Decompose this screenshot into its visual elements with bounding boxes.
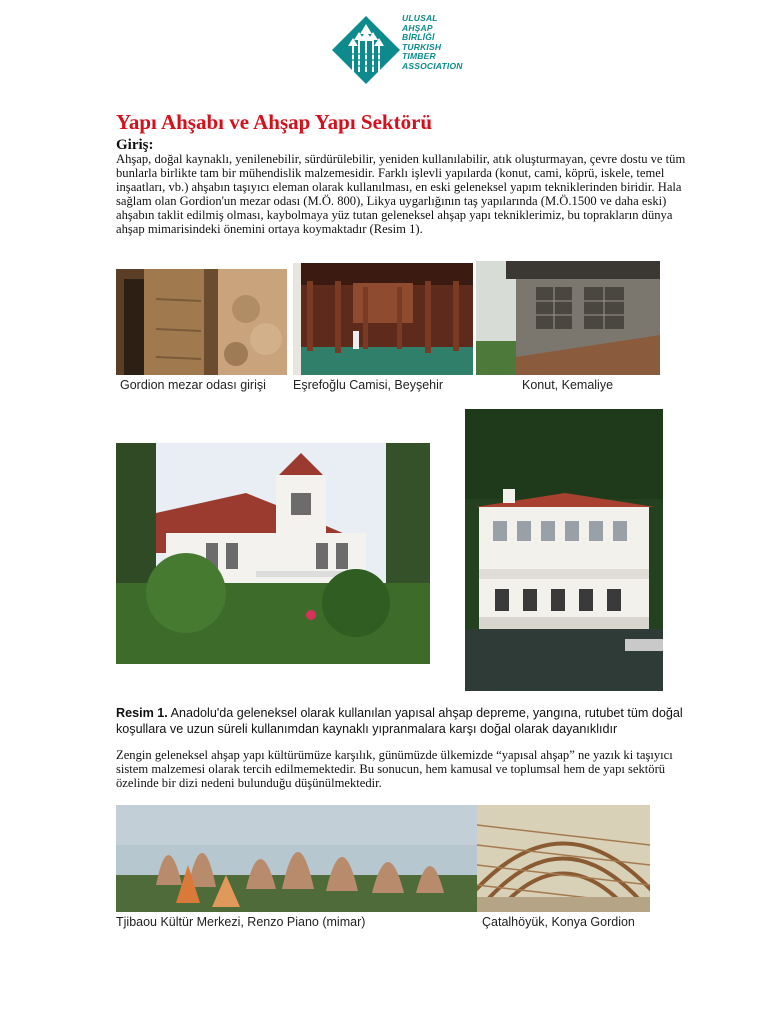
figure-caption (116, 705, 696, 737)
photo-caption-gordion: Gordion mezar odası girişi (120, 378, 266, 392)
konut-kemaliye-photo (476, 261, 660, 375)
photo-caption-konut: Konut, Kemaliye (522, 378, 614, 392)
intro-paragraph: Ahşap, doğal kaynaklı, yenilenebilir, sürdürülebilir, yeniden kullanılabilir, atık oluşturmayan, çevre dostu ve tüm bunlarla birlikte tam bir mühendislik malzemesidir. Farklı işlevli yapılarda (konut, cami, köprü, iskele, temel inşaatları, vb.) ahşabın taşıyıcı eleman olarak kullanılması, en eski geleneksel yapım tekniklerinden biridir. Hala sağlam olan Gordion'un mezar odası (M.Ö. 800), Likya uygarlığının taş yapılarında (M.Ö.1500 ve daha eski) ahşabın taklit edilmiş olması, kaybolmaya yüz tutan geleneksel ahşap yapı tekniklerimiz, bu toprakların dünya ahşap mimarisindeki önemini ortaya koymaktadır (Resim 1). (116, 152, 686, 237)
intro-heading: Giriş: (116, 137, 154, 153)
gordion-tomb-photo (116, 269, 287, 375)
figure-caption-text: Anadolu'da geleneksel olarak kullanılan yapısal ahşap depreme, yangına, rutubet tüm doğal koşullara ve uzun süreli kullanımdan kaynaklı yıpranmalara karşı doğal olarak dayanıklıdır (116, 706, 683, 736)
photo-caption-catalhoyuk: Çatalhöyük, Konya Gordion (482, 915, 635, 929)
document-title: Yapı Ahşabı ve Ahşap Yapı Sektörü (116, 110, 433, 134)
logo-line: BİRLİĞİ (402, 32, 435, 43)
logo-line: ULUSAL (402, 13, 438, 23)
body-paragraph-2: Zengin geleneksel ahşap yapı kültürümüze karşılık, günümüzde ülkemizde “yapısal ahşap” ne yazık ki taşıyıcı sistem malzemesi olarak tercih edilmemektedir. Bu sonucun, hem kamusal ve toplumsal hem de yapı sektörü özelinde bir dizi nedeni bulunduğu düşünülmektedir. (116, 748, 673, 791)
logo-line: AHŞAP (402, 22, 433, 33)
figure-caption-label: Resim 1. (116, 706, 168, 720)
photo-caption-esrefoglu: Eşrefoğlu Camisi, Beyşehir (293, 378, 444, 392)
tree-diamond-logo-icon (330, 14, 402, 86)
esrefoglu-mosque-photo (293, 263, 473, 375)
photo-caption-tjibaou: Tjibaou Kültür Merkezi, Renzo Piano (mimar) (116, 915, 366, 929)
logo-wordmark (402, 14, 463, 72)
wooden-mansion-photo (116, 443, 430, 664)
logo-line: TURKISH (402, 41, 442, 52)
yali-waterfront-photo (465, 409, 663, 691)
catalhoyuk-shelter-photo (477, 805, 650, 912)
tjibaou-cultural-center-photo (116, 805, 477, 912)
logo-line: ASSOCIATION (402, 60, 463, 71)
association-logo (330, 13, 463, 88)
logo-line: TIMBER (402, 51, 436, 62)
